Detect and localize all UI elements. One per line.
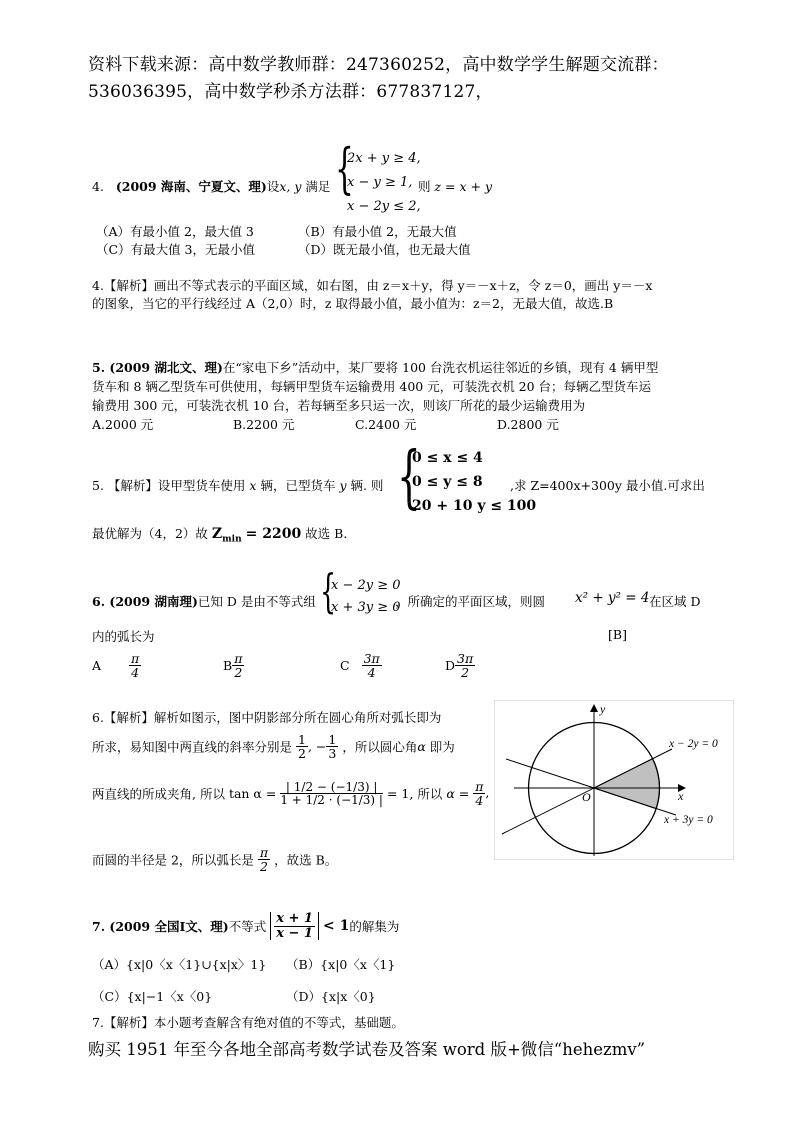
q5-brace: { <box>397 438 421 517</box>
q7-stem: 7. (2009 全国Ⅰ文、理)不等式 $\frac{x + 1}{x - 1}$ < 1的解集为 <box>92 911 400 941</box>
q4-option-b: （B）有最小值 2，无最大值 <box>298 224 457 239</box>
q5-analysis-post: ,求 Z=400x+300y 最小值.可求出 <box>510 478 705 493</box>
q4-option-a: （A）有最小值 2，最大值 3 <box>96 224 254 239</box>
q5-line-2: 货车和 8 辆乙型货车可供使用，每辆甲型货车运输费用 400 元，可装洗衣机 20 台；每辆乙型货车运 <box>92 379 652 394</box>
q5-sys-3: 20 + 10 y ≤ 100 <box>412 498 537 514</box>
q6-line-2: 内的弧长为 <box>92 629 155 644</box>
q4-stem: 4. (2009 海南、宁夏文、理)设x, y 满足 <box>92 179 331 194</box>
line1-label: x − 2y = 0 <box>669 738 718 750</box>
q7-analysis: 7.【解析】本小题考查解含有绝对值的不等式，基础题。 <box>92 1015 404 1030</box>
line2-label: x + 3y = 0 <box>664 814 713 826</box>
q5-sys-2: 0 ≤ y ≤ 8 <box>412 474 483 490</box>
header-line-1: 资料下载来源：高中数学教师群：247360252，高中数学学生解题交流群： <box>88 55 669 75</box>
x-axis-label: x <box>678 789 684 803</box>
q6-option-c: C $\frac{3\pi}{4}$ <box>340 651 380 681</box>
q5-option-a: A.2000 元 <box>92 417 154 432</box>
q6-stem-post: 在区域 D <box>649 594 701 609</box>
q6-answer: [B] <box>608 627 627 642</box>
q6-analysis-2: 所求，易知图中两直线的斜率分别是 $\frac{1}{2}$ , − $\frac{1}{3}$ ，所以圆心角α 即为 <box>92 732 455 762</box>
q6-figure <box>494 700 734 860</box>
q4-brace: { <box>335 137 354 200</box>
q6-stem-mid: ，所确定的平面区域，则圆 <box>395 594 546 609</box>
q4-analysis-2: 的图象，当它的平行线经过 A（2,0）时，z 取得最小值，最小值为：z＝2，无最大值，故选.B <box>92 296 614 311</box>
header-line-2: 536036395，高中数学秒杀方法群：677837127， <box>88 82 493 102</box>
origin-label: O <box>582 790 591 804</box>
q4-option-d: （D）既无最小值，也无最大值 <box>298 242 471 257</box>
q4-analysis-1: 4.【解析】画出不等式表示的平面区域，如右图，由 z＝x＋y，得 y＝－x＋z，令 z＝0，画出 y＝－x <box>92 278 653 293</box>
q6-option-d: D $\frac{3\pi}{2}$ <box>445 651 474 681</box>
q4-sys-1: 2x + y ≥ 4, <box>347 151 421 166</box>
q6-sys-2: x + 3y ≥ 0 <box>331 600 401 615</box>
q5-analysis-pre: 5. 【解析】设甲型货车使用 x 辆，已型货车 y 辆. 则 <box>92 478 384 493</box>
q5-sys-1: 0 ≤ x ≤ 4 <box>412 450 483 466</box>
footer-ad: 购买 1951 年至今各地全部高考数学试卷及答案 word 版+微信“hehezmv” <box>88 1040 646 1059</box>
q5-option-b: B.2200 元 <box>233 417 295 432</box>
q5-line-3: 输费用 300 元，可装洗衣机 10 台，若每辆至多只运一次，则该厂所花的最少运输费用为 <box>92 398 586 413</box>
q5-optimal: 最优解为（4，2）故 $Z_{min} = 2200$ 故选 B. <box>92 526 348 545</box>
q5-option-c: C.2400 元 <box>355 417 417 432</box>
q4-objective: 则 z = x + y <box>418 179 493 194</box>
q7-option-b: （B）{x|0〈x〈1} <box>286 957 396 972</box>
q4-option-c: （C）有最大值 3，无最小值 <box>96 242 255 257</box>
q7-option-c: （C）{x|−1〈x〈0} <box>92 989 213 1004</box>
q6-brace: { <box>320 564 337 618</box>
q4-sys-2: x − y ≥ 1, <box>347 175 413 190</box>
y-axis-label: y <box>600 702 606 716</box>
q6-option-b: B $\frac{\pi}{2}$ <box>223 651 243 681</box>
q6-analysis-3: 两直线的所成夹角, 所以 tan α = $\frac{| 1/2 - (-1/3) |}{1 + 1/2 \cdot (-1/3) |}$ = 1, 所以 α = $\frac{\pi}{4}$ , <box>92 779 490 809</box>
q7-option-a: （A）{x|0〈x〈1}∪{x|x〉1} <box>92 957 267 972</box>
q5-line-1: 5. (2009 湖北文、理)在“家电下乡”活动中，某厂要将 100 台洗衣机运往邻近的乡镇，现有 4 辆甲型 <box>92 360 659 375</box>
q7-option-d: （D）{x|x〈0} <box>286 989 376 1004</box>
q6-circle-eq: x² + y² = 4 <box>575 590 650 606</box>
q6-analysis-1: 6.【解析】解析如图示，图中阴影部分所在圆心角所对弧长即为 <box>92 710 442 725</box>
q6-analysis-4: 而圆的半径是 2，所以弧长是 $\frac{\pi}{2}$ ，故选 B。 <box>92 845 338 875</box>
q6-stem: 6. (2009 湖南理)已知 D 是由不等式组 <box>92 594 316 609</box>
q6-sys-1: x − 2y ≥ 0 <box>331 578 401 593</box>
q5-option-d: D.2800 元 <box>497 417 559 432</box>
q6-option-a: A $\frac{\pi}{4}$ <box>92 651 140 681</box>
q4-sys-3: x − 2y ≤ 2, <box>347 199 421 214</box>
